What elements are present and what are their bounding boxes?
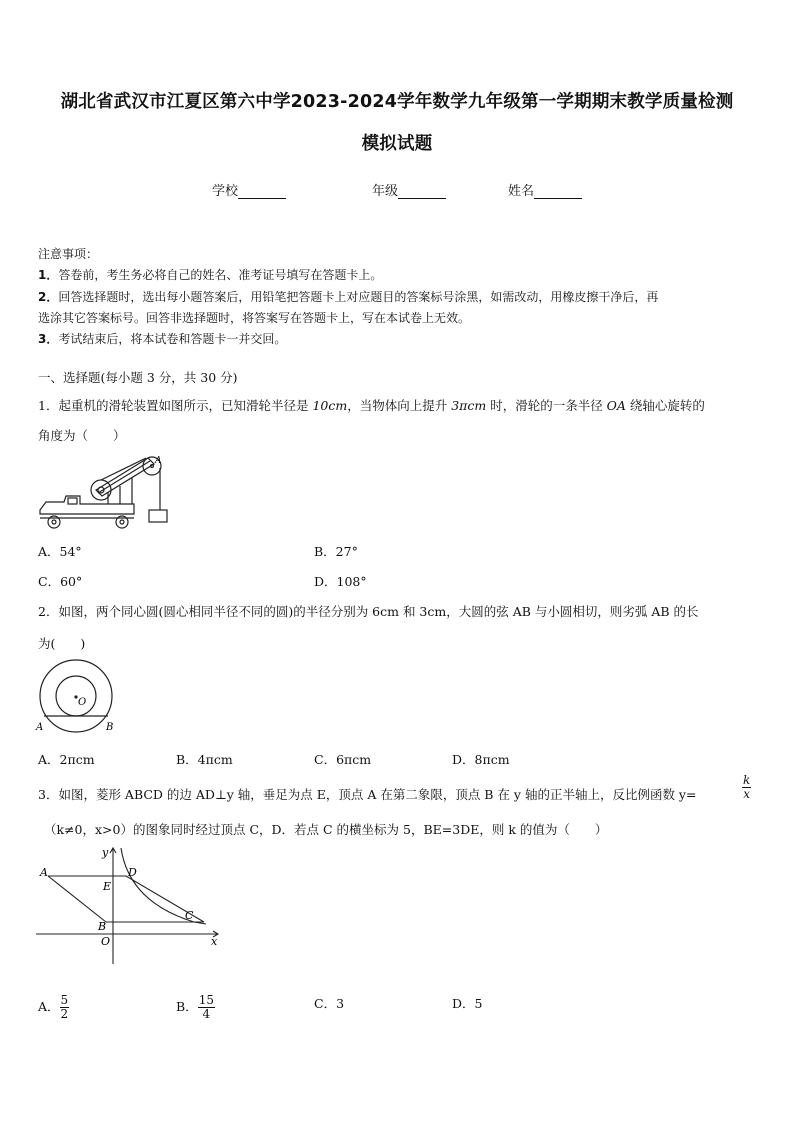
school-field — [212, 180, 286, 199]
q3-option-d: D．5 — [452, 996, 483, 1011]
school-label: 学校 — [212, 184, 239, 199]
notes-heading: 注意事项： — [38, 247, 99, 261]
q3-option-a-denominator: 2 — [60, 1007, 69, 1021]
q1-option-d: D．108° — [314, 574, 367, 589]
graph-label-c: C — [185, 909, 194, 922]
note-1 — [38, 266, 382, 283]
crane-figure — [36, 452, 170, 530]
note-1-text: 答卷前，考生务必将自己的姓名、准考证号填写在答题卡上。 — [58, 268, 383, 282]
page-title-line2: 模拟试题 — [361, 134, 433, 154]
circle-label-a: A — [36, 722, 44, 733]
q3-stem-line1: 3．如图，菱形 ABCD 的边 AD⊥y 轴，垂足为点 E，顶点 A 在第二象限，顶点 B 在 y 轴的正半轴上，反比例函数 y= — [38, 787, 697, 802]
name-blank — [534, 186, 582, 199]
note-3-text: 考试结束后，将本试卷和答题卡一并交回。 — [58, 332, 287, 346]
q2-option-a: A．2πcm — [38, 752, 95, 767]
q1-text-2: ，当物体向上提升 — [347, 398, 452, 413]
q3-inline-fraction — [742, 774, 751, 801]
note-1-number: 1． — [38, 268, 59, 282]
q2-stem-line1: 2．如图，两个同心圆(圆心相同半径不同的圆)的半径分别为 6cm 和 3cm，大圆的弦 AB 与小圆相切，则劣弧 AB 的长 — [38, 604, 699, 619]
q3-fraction-x: x — [743, 787, 751, 801]
q1-option-b: B．27° — [314, 544, 358, 559]
q1-text-3: 时，滑轮的一条半径 — [486, 398, 607, 413]
q3-option-b-denominator: 4 — [202, 1007, 211, 1021]
q3-option-b — [176, 994, 215, 1021]
q3-stem-line2: （k≠0，x>0）的图象同时经过顶点 C，D．若点 C 的横坐标为 5，BE=3DE，则 k 的值为（ ） — [44, 822, 608, 837]
q1-radius: 10cm — [312, 398, 348, 413]
graph-label-o: O — [101, 935, 111, 948]
graph-label-d: D — [128, 866, 137, 879]
grade-blank — [398, 186, 446, 199]
name-label: 姓名 — [508, 184, 535, 199]
q3-option-b-fraction — [198, 994, 215, 1021]
graph-label-y: y — [102, 846, 109, 859]
q2-option-c: C．6πcm — [314, 752, 372, 767]
q3-option-b-numerator: 15 — [198, 993, 214, 1007]
q3-fraction-k: k — [743, 773, 751, 787]
q2-option-d: D．8πcm — [452, 752, 510, 767]
grade-field — [372, 180, 446, 199]
note-3-number: 3． — [38, 332, 59, 346]
q3-option-a — [38, 994, 69, 1021]
q1-height: 3πcm — [451, 398, 487, 413]
note-2-number: 2． — [38, 290, 59, 304]
rhombus-graph-figure — [34, 842, 224, 968]
crane-label-a: A — [155, 456, 162, 466]
q1-stem-line1 — [38, 396, 705, 416]
q3-option-a-prefix: A． — [38, 999, 60, 1014]
concentric-circles-figure — [34, 658, 118, 738]
graph-label-e: E — [103, 880, 112, 893]
note-2a — [38, 288, 658, 305]
circle-label-o: O — [78, 697, 87, 708]
name-field — [508, 180, 582, 199]
q2-option-b: B．4πcm — [176, 752, 233, 767]
note-2b: 选涂其它答案标号。回答非选择题时，将答案写在答题卡上，写在本试卷上无效。 — [38, 311, 471, 325]
graph-label-b: B — [98, 920, 107, 933]
grade-label: 年级 — [372, 184, 399, 199]
q3-option-c: C．3 — [314, 996, 345, 1011]
q3-option-b-prefix: B． — [176, 999, 198, 1014]
q1-oa: OA — [606, 398, 626, 413]
page-title-line1: 湖北省武汉市江夏区第六中学2023-2024学年数学九年级第一学期期末教学质量检测 — [60, 92, 734, 112]
note-2-text-a: 回答选择题时，选出每小题答案后，用铅笔把答题卡上对应题目的答案标号涂黑，如需改动，用橡皮擦干净后，再 — [58, 290, 659, 304]
q1-option-c: C．60° — [38, 574, 83, 589]
school-blank — [238, 186, 286, 199]
q2-stem-line2: 为( ) — [38, 636, 86, 651]
q1-text-1: 1．起重机的滑轮装置如图所示，已知滑轮半径是 — [38, 398, 313, 413]
q3-option-a-numerator: 5 — [60, 993, 69, 1007]
graph-label-a: A — [40, 866, 48, 879]
note-3 — [38, 330, 286, 347]
section-heading: 一、选择题(每小题 3 分，共 30 分) — [38, 370, 238, 385]
q1-option-a: A．54° — [38, 544, 82, 559]
q1-stem-line2: 角度为（ ） — [38, 428, 126, 443]
graph-label-x: x — [211, 935, 218, 948]
q1-text-4: 绕轴心旋转的 — [625, 398, 705, 413]
circle-label-b: B — [106, 722, 114, 733]
q3-option-a-fraction — [60, 994, 70, 1021]
